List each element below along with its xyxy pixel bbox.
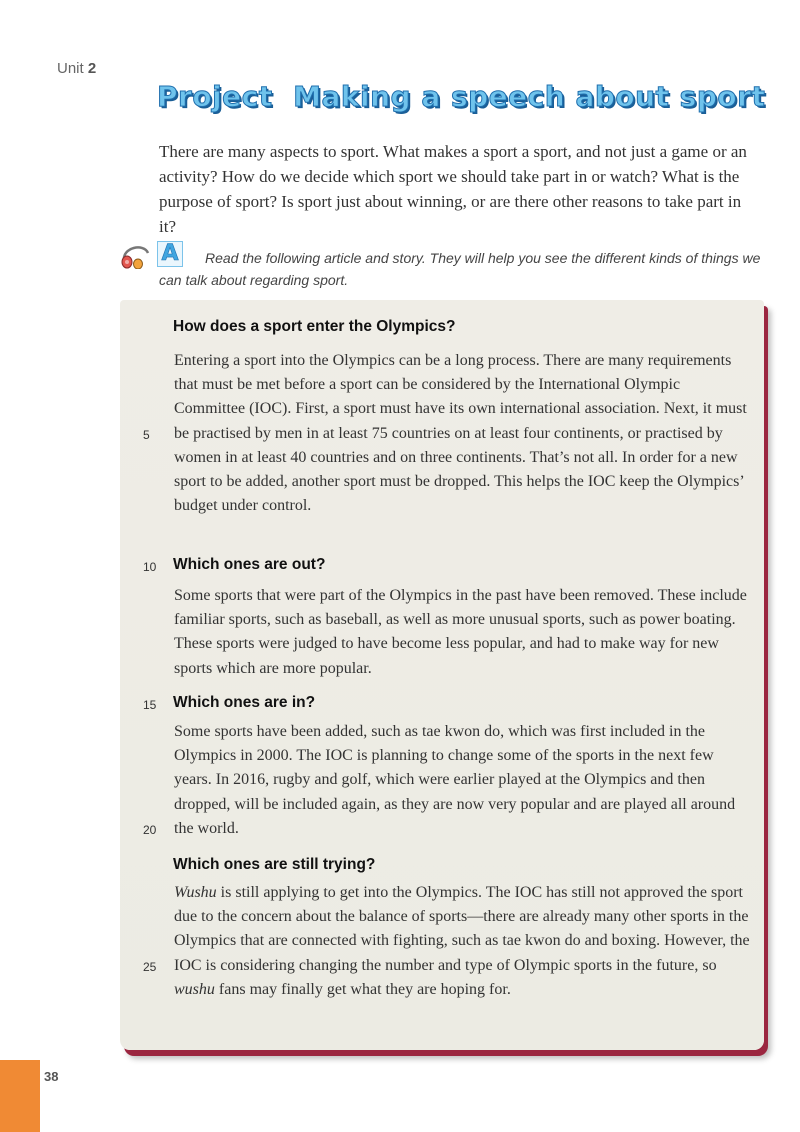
- wushu-term-2: wushu: [174, 980, 215, 998]
- section-body-in: Some sports have been added, such as tae kwon do, which was first included in the Olympics in 2000. The IOC is planning to change some of the sports in the next few years. In 2016, rugby and golf, which were earlier played at the Olympics and then dropped, will be included again, as they are now very popular and are played all around the world.: [174, 723, 736, 837]
- unit-number: 2: [87, 60, 97, 77]
- task-letter-badge: A: [157, 241, 183, 267]
- headphones-icon: [118, 241, 154, 273]
- task-instruction: Read the following article and story. They will help you see the different kinds of things we can talk about regarding sport.: [159, 250, 761, 288]
- page-number: 38: [44, 1069, 59, 1084]
- line-number: 15: [143, 698, 157, 712]
- line-number: 20: [143, 823, 157, 837]
- unit-prefix: Unit: [57, 60, 84, 77]
- section-heading-in: Which ones are in?: [173, 694, 316, 711]
- wushu-term: Wushu: [174, 884, 217, 901]
- page-corner-tab: [0, 1060, 40, 1132]
- section-heading-trying: Which ones are still trying?: [173, 856, 376, 873]
- section-heading-out: Which ones are out?: [173, 556, 326, 573]
- section-body-trying: Wushu is still applying to get into the Olympics. The IOC has still not approved the sport due to the concern about the balance of sports—there are already many other sports in the Olympics that are connected with fighting, such as tae kwon do and boxing. However, the IOC is considering changing the number and type of Olympic sports in the future, so wushu fans may finally get what they are hoping for.: [174, 884, 750, 998]
- line-number: 5: [143, 428, 150, 442]
- section-body-enter: Entering a sport into the Olympics can be a long process. There are many requirements that must be met before a sport can be considered by the International Olympic Committee (IOC). First, a sport must have its own international association. Next, it must be practised by men in at least 75 countries on at least four continents, or practised by women in at least 40 countries and on three continents. That’s not all. In order for a new sport to be added, another sport must be dropped. This helps the IOC keep the Olympics’ budget under control.: [174, 352, 747, 515]
- line-number: 10: [143, 560, 157, 574]
- section-heading-enter: How does a sport enter the Olympics?: [173, 318, 456, 335]
- unit-label: [57, 60, 96, 77]
- intro-paragraph: There are many aspects to sport. What makes a sport a sport, and not just a game or an activity? How do we decide which sport we should take part in or watch? What is the purpose of sport? Is sport just about winning, or are there other reasons to take part in it?: [159, 142, 747, 236]
- page-title: Project Making a speech about sport: [157, 80, 766, 113]
- line-number: 25: [143, 960, 157, 974]
- section-body-out: Some sports that were part of the Olympics in the past have been removed. These include familiar sports, such as baseball, as well as more unusual sports, such as power boating. These sports were judged to have become less popular, and had to make way for new sports which are more popular.: [174, 587, 747, 677]
